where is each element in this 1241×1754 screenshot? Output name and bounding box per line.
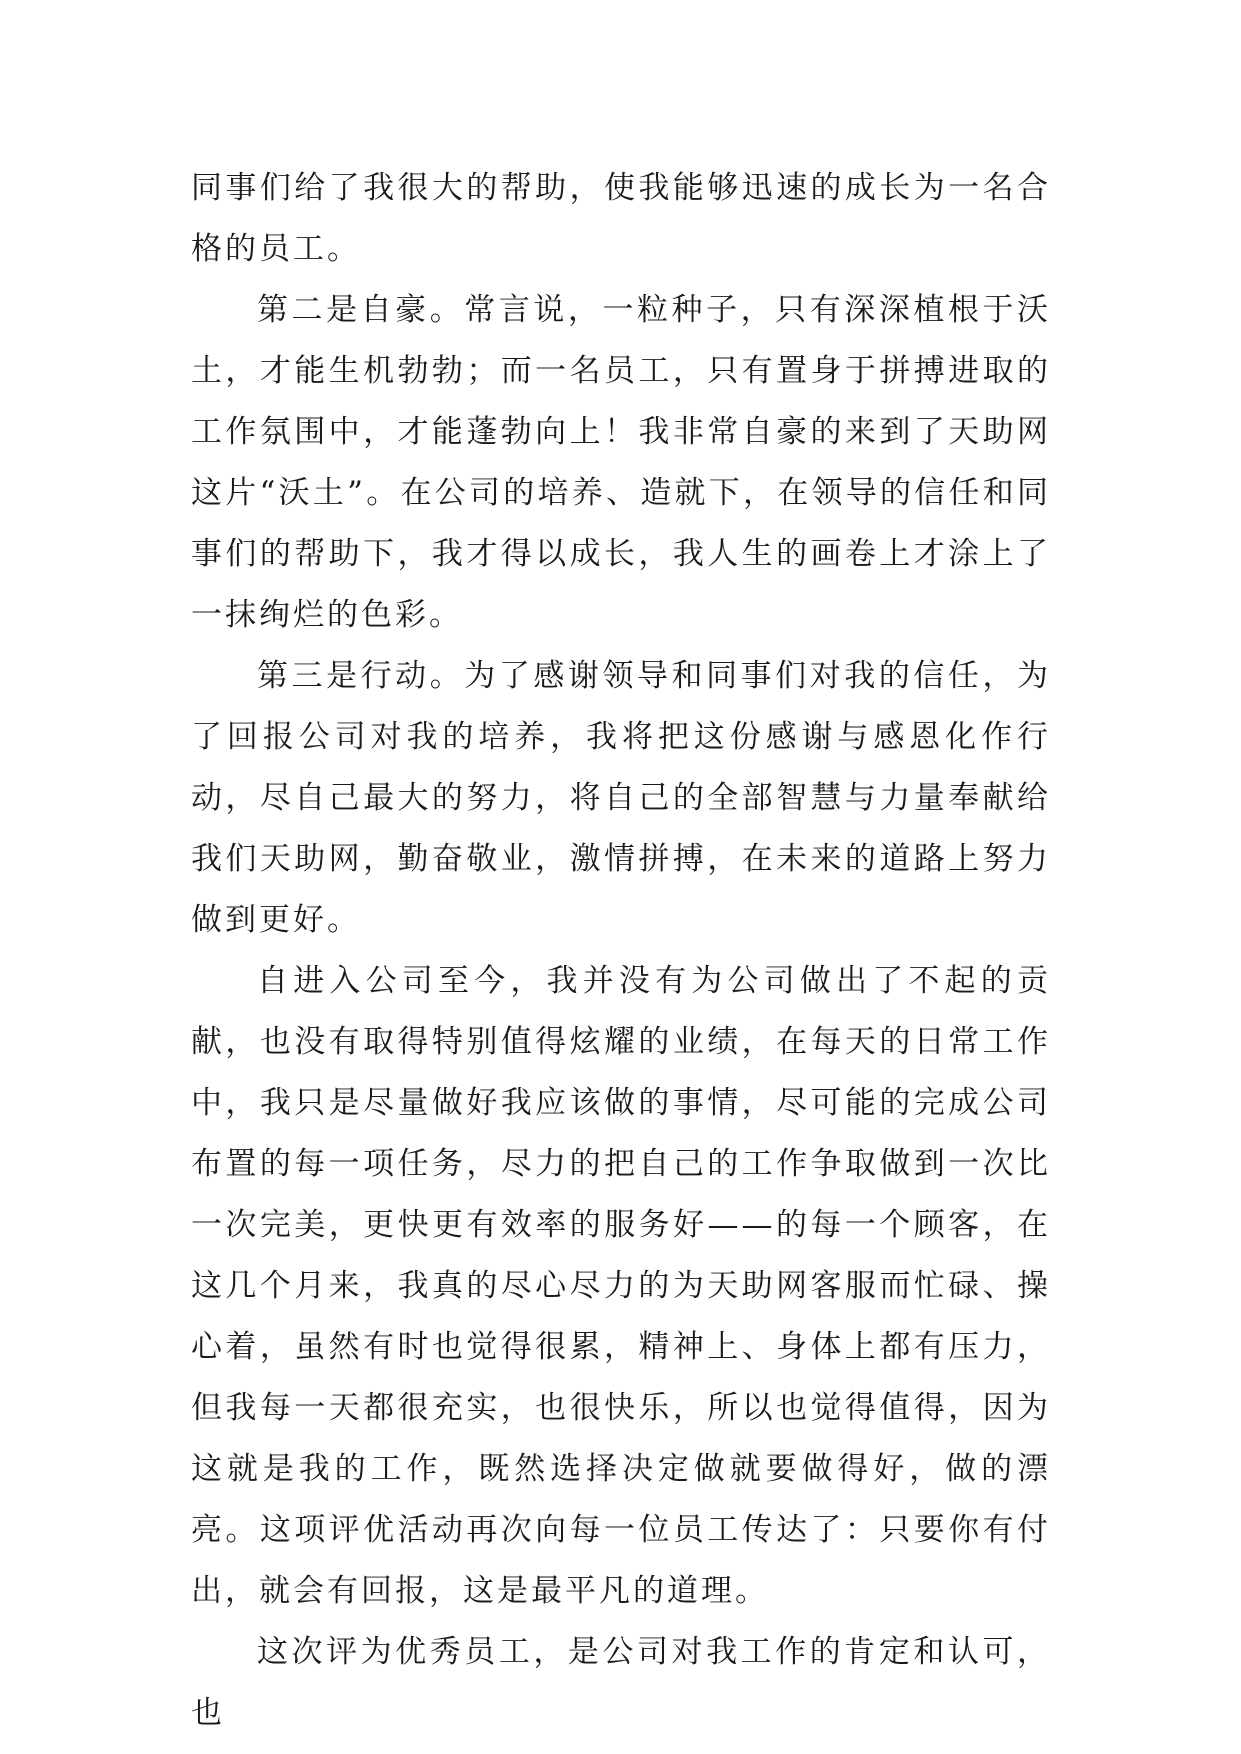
paragraph-4: 自进入公司至今，我并没有为公司做出了不起的贡献，也没有取得特别值得炫耀的业绩，在每天的日常工作中，我只是尽量做好我应该做的事情，尽可能的完成公司布置的每一项任务，尽力的把自己的工作争取做到一次比一次完美，更快更有效率的服务好——的每一个顾客，在这几个月来，我真的尽心尽力的为天助网客服而忙碌、操心着，虽然有时也觉得很累，精神上、身体上都有压力，但我每一天都很充实，也很快乐，所以也觉得值得，因为这就是我的工作，既然选择决定做就要做得好，做的漂亮。这项评优活动再次向每一位员工传达了：只要你有付出，就会有回报，这是最平凡的道理。 xyxy=(191,963,1051,1609)
paragraph-1: 同事们给了我很大的帮助，使我能够迅速的成长为一名合格的员工。 xyxy=(191,170,1051,267)
document-body xyxy=(191,158,1051,1744)
paragraph-2: 第二是自豪。常言说，一粒种子，只有深深植根于沃土，才能生机勃勃；而一名员工，只有置身于拼搏进取的工作氛围中，才能蓬勃向上！我非常自豪的来到了天助网这片“沃土”。在公司的培养、造就下，在领导的信任和同事们的帮助下，我才得以成长，我人生的画卷上才涂上了一抹绚烂的色彩。 xyxy=(191,292,1051,633)
paragraph-3: 第三是行动。为了感谢领导和同事们对我的信任，为了回报公司对我的培养，我将把这份感谢与感恩化作行动，尽自己最大的努力，将自己的全部智慧与力量奉献给我们天助网，勤奋敬业，激情拼搏，在未来的道路上努力做到更好。 xyxy=(191,658,1051,938)
paragraph-5: 这次评为优秀员工，是公司对我工作的肯定和认可，也 xyxy=(191,1634,1051,1731)
